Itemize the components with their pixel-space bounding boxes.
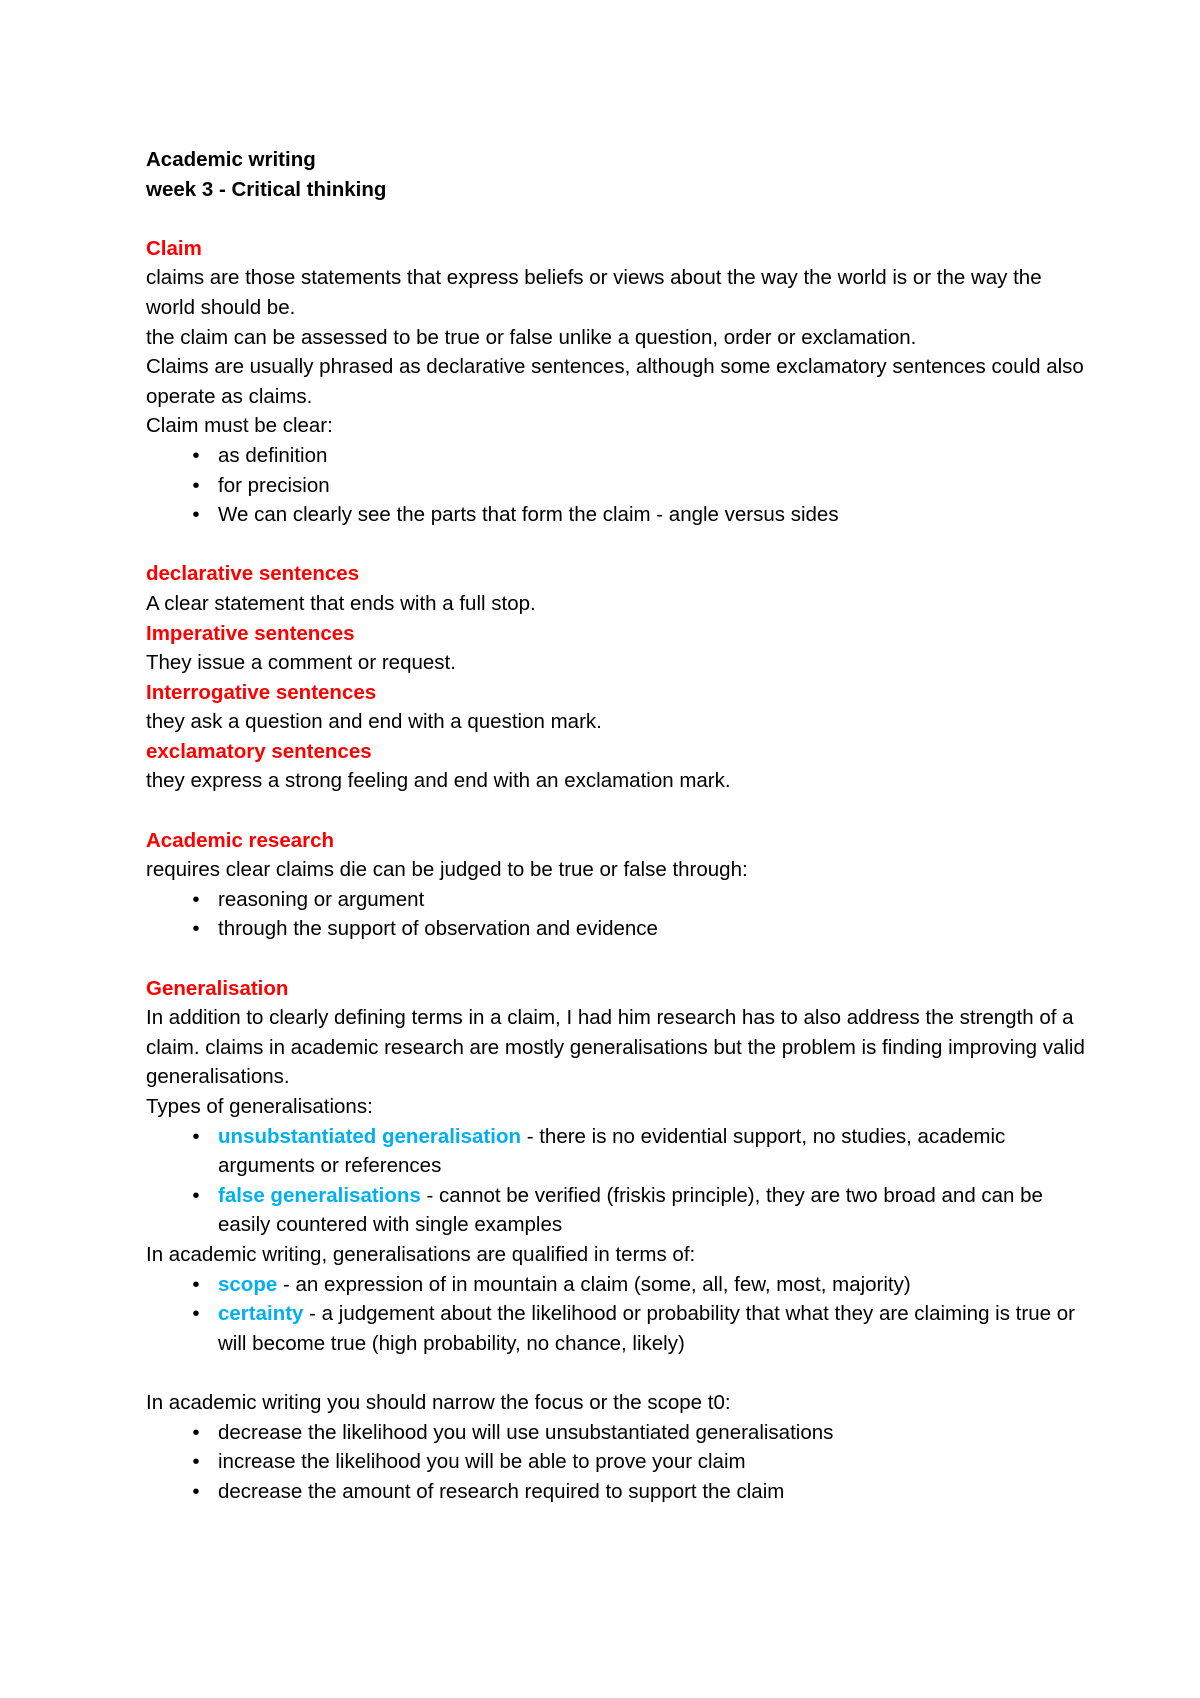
bullet-icon: • bbox=[192, 1479, 200, 1503]
section-heading-claim: Claim bbox=[146, 236, 202, 260]
list-item-text: increase the likelihood you will be able to prove your claim bbox=[218, 1450, 746, 1474]
list-item bbox=[146, 500, 1086, 530]
list-item bbox=[146, 885, 1086, 915]
list-item bbox=[146, 1270, 1086, 1300]
generalisation-types-list bbox=[146, 1122, 1086, 1240]
term-label: false generalisations bbox=[218, 1183, 421, 1207]
list-item bbox=[146, 441, 1086, 471]
list-item-text: We can clearly see the parts that form the claim - angle versus sides bbox=[218, 503, 839, 527]
spacer bbox=[146, 530, 1086, 560]
bullet-icon: • bbox=[192, 1183, 200, 1207]
term-label: scope bbox=[218, 1272, 278, 1296]
document-title: Academic writing bbox=[146, 148, 316, 171]
bullet-icon: • bbox=[192, 1420, 200, 1444]
bullet-icon: • bbox=[192, 1124, 200, 1148]
research-intro: requires clear claims die can be judged to be true or false through: bbox=[146, 858, 748, 882]
claim-paragraph: Claims are usually phrased as declarative sentences, although some exclamatory sentences could also operate as claims. bbox=[146, 355, 1084, 408]
bullet-icon: • bbox=[192, 473, 200, 497]
generalisation-qualified-list bbox=[146, 1270, 1086, 1359]
list-item bbox=[146, 1447, 1086, 1477]
spacer bbox=[146, 944, 1086, 974]
bullet-icon: • bbox=[192, 503, 200, 527]
section-heading-research: Academic research bbox=[146, 828, 335, 852]
list-item-text: decrease the amount of research required to support the claim bbox=[218, 1479, 785, 1503]
section-heading-generalisation: Generalisation bbox=[146, 976, 289, 1000]
sentence-definition: they ask a question and end with a question mark. bbox=[146, 710, 602, 734]
list-item bbox=[146, 1477, 1086, 1507]
generalisation-types-intro: Types of generalisations: bbox=[146, 1095, 373, 1118]
term-description: - there is no evidential support, no studies, academic arguments or references bbox=[218, 1124, 1006, 1178]
claim-paragraph: Claim must be clear: bbox=[146, 414, 333, 438]
term-description: - cannot be verified (friskis principle), they are two broad and can be easily countered with single examples bbox=[218, 1183, 1043, 1237]
section-heading-interrogative: Interrogative sentences bbox=[146, 680, 377, 704]
list-item-text: decrease the likelihood you will use unsubstantiated generalisations bbox=[218, 1420, 834, 1444]
bullet-icon: • bbox=[192, 1272, 200, 1296]
bullet-icon: • bbox=[192, 1302, 200, 1326]
sentence-definition: they express a strong feeling and end with an exclamation mark. bbox=[146, 769, 731, 793]
sentence-definition: A clear statement that ends with a full stop. bbox=[146, 591, 536, 615]
bullet-icon: • bbox=[192, 443, 200, 467]
claim-bullet-list bbox=[146, 441, 1086, 530]
document-subtitle: week 3 - Critical thinking bbox=[146, 177, 387, 201]
bullet-icon: • bbox=[192, 1450, 200, 1474]
research-bullet-list bbox=[146, 885, 1086, 944]
section-heading-imperative: Imperative sentences bbox=[146, 621, 355, 645]
term-description: - a judgement about the likelihood or probability that what they are claiming is true or will become true (high probability, no chance, likely) bbox=[218, 1302, 1075, 1355]
term-label: unsubstantiated generalisation bbox=[218, 1124, 521, 1148]
spacer bbox=[146, 796, 1086, 826]
list-item bbox=[146, 914, 1086, 944]
spacer bbox=[146, 1358, 1086, 1388]
narrow-bullet-list bbox=[146, 1418, 1086, 1507]
list-item-text: for precision bbox=[218, 473, 330, 497]
list-item-text: through the support of observation and evidence bbox=[218, 917, 658, 941]
claim-paragraph: claims are those statements that express beliefs or views about the way the world is or the way the world should be. bbox=[146, 266, 1042, 319]
narrow-intro: In academic writing you should narrow the focus or the scope t0: bbox=[146, 1390, 731, 1414]
list-item bbox=[146, 471, 1086, 501]
sentence-definition: They issue a comment or request. bbox=[146, 651, 456, 675]
list-item bbox=[146, 1418, 1086, 1448]
term-description: - an expression of in mountain a claim (some, all, few, most, majority) bbox=[277, 1272, 911, 1296]
list-item bbox=[146, 1181, 1086, 1240]
generalisation-qualified-intro: In academic writing, generalisations are qualified in terms of: bbox=[146, 1242, 696, 1266]
spacer bbox=[146, 204, 1086, 234]
bullet-icon: • bbox=[192, 917, 200, 941]
bullet-icon: • bbox=[192, 887, 200, 911]
list-item-text: reasoning or argument bbox=[218, 887, 425, 911]
claim-paragraph: the claim can be assessed to be true or false unlike a question, order or exclamation. bbox=[146, 325, 917, 349]
term-label: certainty bbox=[218, 1302, 304, 1326]
generalisation-paragraph: In addition to clearly defining terms in a claim, I had him research has to also address the strength of a claim. claims in academic research are mostly generalisations but the problem is finding improving valid generalisations. bbox=[146, 1006, 1085, 1089]
document-page bbox=[146, 145, 1086, 1506]
section-heading-declarative: declarative sentences bbox=[146, 562, 360, 586]
section-heading-exclamatory: exclamatory sentences bbox=[146, 739, 372, 763]
list-item bbox=[146, 1122, 1086, 1181]
list-item-text: as definition bbox=[218, 443, 328, 467]
list-item bbox=[146, 1299, 1086, 1358]
